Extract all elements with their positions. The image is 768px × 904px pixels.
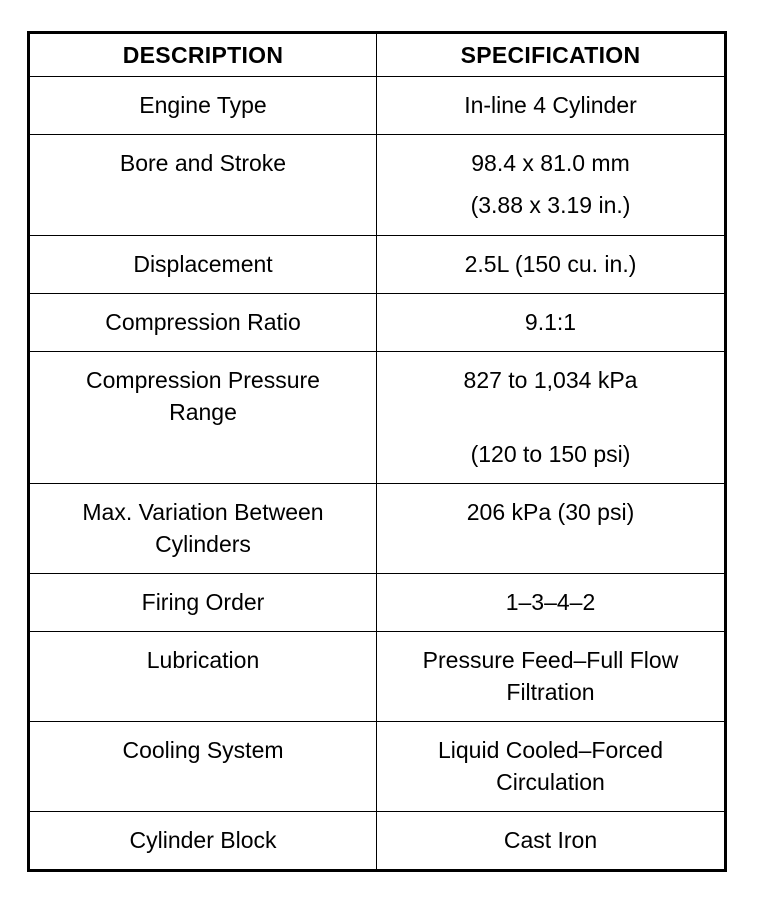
description-text: Compression Pressure: [86, 367, 320, 393]
description-cell: [29, 632, 377, 722]
description-text: Range: [169, 399, 237, 425]
table-header-row: [29, 33, 726, 77]
description-text: Compression Ratio: [105, 309, 301, 335]
column-header-specification: SPECIFICATION: [377, 33, 726, 77]
specification-cell: [377, 294, 726, 352]
specification-text: 1–3–4–2: [505, 589, 596, 615]
specification-text: 827 to 1,034 kPa: [463, 367, 638, 393]
table-row: [29, 812, 726, 871]
description-text: Displacement: [133, 251, 273, 277]
table-row: [29, 484, 726, 574]
table-row: [29, 236, 726, 294]
description-text: Cylinder Block: [129, 827, 277, 853]
description-cell: [29, 236, 377, 294]
description-cell: [29, 294, 377, 352]
column-header-description: DESCRIPTION: [29, 33, 377, 77]
specification-text: Pressure Feed–Full Flow: [422, 647, 679, 673]
description-cell: [29, 812, 377, 871]
specification-text: 2.5L (150 cu. in.): [464, 251, 637, 277]
table-row: [29, 135, 726, 236]
specification-cell: [377, 722, 726, 812]
description-text: Lubrication: [146, 647, 260, 673]
description-text: Bore and Stroke: [119, 150, 287, 176]
specification-text: 9.1:1: [524, 309, 577, 335]
description-text: Engine Type: [139, 92, 267, 118]
specification-cell: [377, 352, 726, 484]
description-cell: [29, 484, 377, 574]
engine-specifications-table: [27, 31, 727, 872]
specification-text: (120 to 150 psi): [470, 441, 631, 467]
description-text: Firing Order: [141, 589, 265, 615]
table-row: [29, 77, 726, 135]
specification-text: Liquid Cooled–Forced: [437, 737, 664, 763]
specification-cell: [377, 812, 726, 871]
specification-cell: [377, 135, 726, 236]
description-cell: [29, 352, 377, 484]
specification-text: 98.4 x 81.0 mm: [471, 150, 630, 176]
specification-cell: [377, 484, 726, 574]
table-row: [29, 294, 726, 352]
description-cell: [29, 135, 377, 236]
description-cell: [29, 574, 377, 632]
table-row: [29, 352, 726, 484]
description-cell: [29, 77, 377, 135]
description-text: Max. Variation Between: [82, 499, 324, 525]
description-cell: [29, 722, 377, 812]
specification-cell: [377, 236, 726, 294]
table-row: [29, 722, 726, 812]
specification-text: Circulation: [496, 769, 605, 795]
specification-text: (3.88 x 3.19 in.): [470, 192, 631, 218]
description-text: Cooling System: [122, 737, 284, 763]
table-row: [29, 574, 726, 632]
specification-cell: [377, 632, 726, 722]
specification-text: Filtration: [506, 679, 595, 705]
description-text: Cylinders: [155, 531, 251, 557]
specification-cell: [377, 77, 726, 135]
specification-text: Cast Iron: [503, 827, 598, 853]
specification-text: 206 kPa (30 psi): [466, 499, 635, 525]
specification-cell: [377, 574, 726, 632]
specification-text: In-line 4 Cylinder: [464, 92, 637, 118]
table-row: [29, 632, 726, 722]
